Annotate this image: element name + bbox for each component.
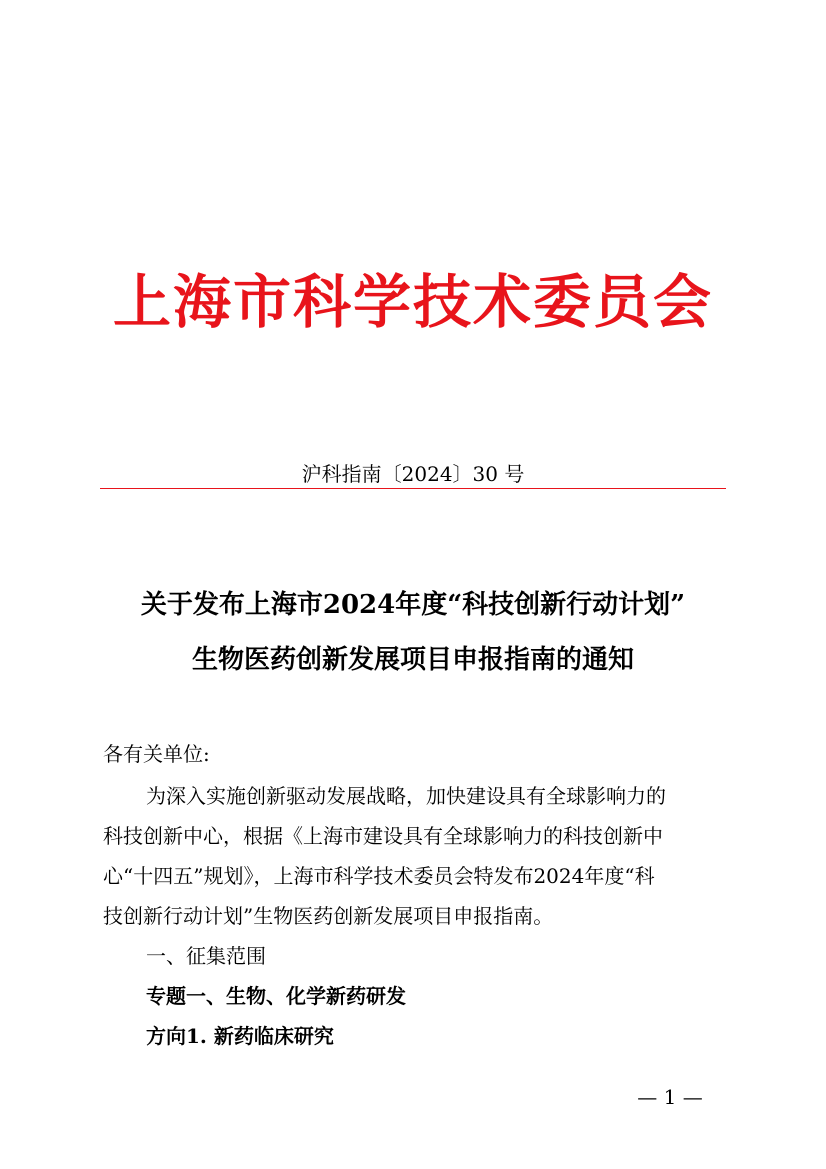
page-number: — 1 — <box>637 1085 703 1109</box>
issuing-agency-header: 上海市科学技术委员会 <box>112 268 713 336</box>
document-number: 沪科指南〔2024〕30 号 <box>301 462 525 486</box>
document-title-line-2: 生物医药创新发展项目申报指南的通知 <box>191 645 634 675</box>
document-title-line-1: 关于发布上海市2024年度“科技创新行动计划” <box>140 590 686 620</box>
paragraph-line-4: 技创新行动计划”生物医药创新发展项目申报指南。 <box>103 904 554 928</box>
paragraph-line-1: 为深入实施创新驱动发展战略，加快建设具有全球影响力的 <box>146 784 666 808</box>
paragraph-line-2: 科技创新中心，根据《上海市建设具有全球影响力的科技创新中 <box>103 824 663 848</box>
section-heading-scope: 一、征集范围 <box>146 944 266 968</box>
salutation: 各有关单位: <box>103 742 210 766</box>
topic-heading-1: 专题一、生物、化学新药研发 <box>146 984 406 1008</box>
paragraph-line-3: 心“十四五”规划》，上海市科学技术委员会特发布2024年度“科 <box>103 864 655 888</box>
red-divider-line <box>100 488 726 489</box>
direction-heading-1: 方向1. 新药临床研究 <box>146 1024 334 1048</box>
